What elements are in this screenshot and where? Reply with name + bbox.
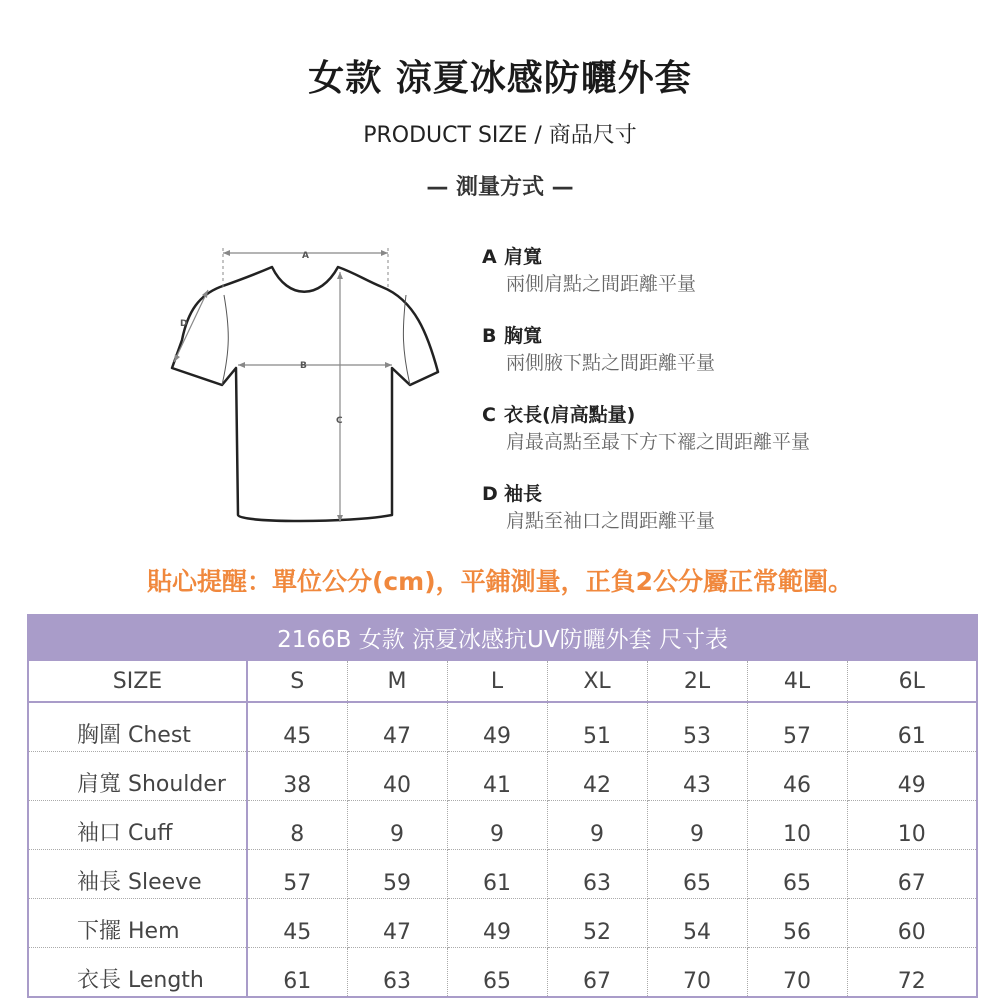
row-label: 胸圍 Chest [28, 702, 247, 752]
legend-desc: 兩側肩點之間距離平量 [506, 273, 697, 295]
size-column-header: 4L [747, 660, 847, 702]
size-column-header: M [347, 660, 447, 702]
table-cell: 9 [647, 801, 747, 850]
size-table [27, 614, 978, 998]
table-cell: 49 [447, 899, 547, 948]
legend-desc: 兩側腋下點之間距離平量 [506, 352, 716, 374]
table-cell: 47 [347, 899, 447, 948]
table-cell: 49 [447, 702, 547, 752]
label-d: D [180, 319, 188, 329]
table-cell: 53 [647, 702, 747, 752]
table-cell: 61 [847, 702, 977, 752]
legend-letter: C [482, 404, 496, 426]
table-cell: 47 [347, 702, 447, 752]
table-cell: 67 [547, 948, 647, 998]
legend-desc: 肩點至袖口之間距離平量 [506, 510, 716, 532]
table-cell: 52 [547, 899, 647, 948]
legend-name: 肩寬 [504, 246, 543, 268]
table-cell: 72 [847, 948, 977, 998]
table-cell: 70 [747, 948, 847, 998]
table-cell: 57 [747, 702, 847, 752]
table-cell: 61 [447, 850, 547, 899]
table-cell: 51 [547, 702, 647, 752]
size-column-header: L [447, 660, 547, 702]
legend-item-a [482, 244, 942, 323]
table-cell: 54 [647, 899, 747, 948]
size-column-header: XL [547, 660, 647, 702]
table-row [28, 752, 977, 801]
measurement-method-heading: — 測量方式 — [426, 175, 574, 200]
table-cell: 9 [347, 801, 447, 850]
legend-letter: A [482, 246, 497, 268]
legend-name: 胸寬 [504, 325, 543, 347]
table-cell: 38 [247, 752, 347, 801]
table-cell: 9 [547, 801, 647, 850]
legend-item-b [482, 323, 942, 402]
table-cell: 40 [347, 752, 447, 801]
size-column-header: S [247, 660, 347, 702]
label-b: B [300, 361, 307, 371]
table-cell: 42 [547, 752, 647, 801]
table-cell: 59 [347, 850, 447, 899]
legend-name: 袖長 [504, 483, 543, 505]
row-label: 袖長 Sleeve [28, 850, 247, 899]
table-cell: 46 [747, 752, 847, 801]
table-row [28, 702, 977, 752]
table-cell: 65 [447, 948, 547, 998]
row-label: 衣長 Length [28, 948, 247, 998]
legend-desc: 肩最高點至最下方下襬之間距離平量 [506, 431, 811, 453]
row-label: 袖口 Cuff [28, 801, 247, 850]
table-cell: 63 [347, 948, 447, 998]
table-cell: 10 [747, 801, 847, 850]
size-column-header: 6L [847, 660, 977, 702]
table-row [28, 850, 977, 899]
table-cell: 61 [247, 948, 347, 998]
table-cell: 60 [847, 899, 977, 948]
table-cell: 70 [647, 948, 747, 998]
legend-letter: B [482, 325, 497, 347]
legend-letter: D [482, 483, 498, 505]
table-cell: 43 [647, 752, 747, 801]
table-cell: 65 [647, 850, 747, 899]
sizing-reminder: 貼心提醒：單位公分(cm)，平鋪測量，正負2公分屬正常範圍。 [146, 567, 854, 596]
shirt-outline [172, 267, 438, 521]
table-cell: 57 [247, 850, 347, 899]
table-cell: 49 [847, 752, 977, 801]
size-table-title: 2166B 女款 涼夏冰感抗UV防曬外套 尺寸表 [28, 615, 977, 660]
shirt-measurement-diagram [160, 240, 450, 530]
label-a: A [302, 251, 309, 261]
measurement-legend [482, 244, 942, 560]
size-column-header: 2L [647, 660, 747, 702]
table-cell: 45 [247, 702, 347, 752]
table-cell: 8 [247, 801, 347, 850]
table-row [28, 948, 977, 998]
legend-name: 衣長(肩高點量) [504, 404, 636, 426]
table-cell: 67 [847, 850, 977, 899]
table-row [28, 801, 977, 850]
size-header-label: SIZE [28, 660, 247, 702]
table-cell: 41 [447, 752, 547, 801]
table-cell: 9 [447, 801, 547, 850]
size-header-row [28, 660, 977, 702]
label-c: C [336, 416, 343, 426]
table-cell: 45 [247, 899, 347, 948]
row-label: 下擺 Hem [28, 899, 247, 948]
row-label: 肩寬 Shoulder [28, 752, 247, 801]
table-cell: 63 [547, 850, 647, 899]
table-cell: 65 [747, 850, 847, 899]
legend-item-c [482, 402, 942, 481]
page-title: 女款 涼夏冰感防曬外套 [308, 58, 692, 99]
table-row [28, 899, 977, 948]
legend-item-d [482, 481, 942, 560]
table-cell: 10 [847, 801, 977, 850]
table-cell: 56 [747, 899, 847, 948]
product-size-subtitle: PRODUCT SIZE / 商品尺寸 [363, 123, 637, 148]
